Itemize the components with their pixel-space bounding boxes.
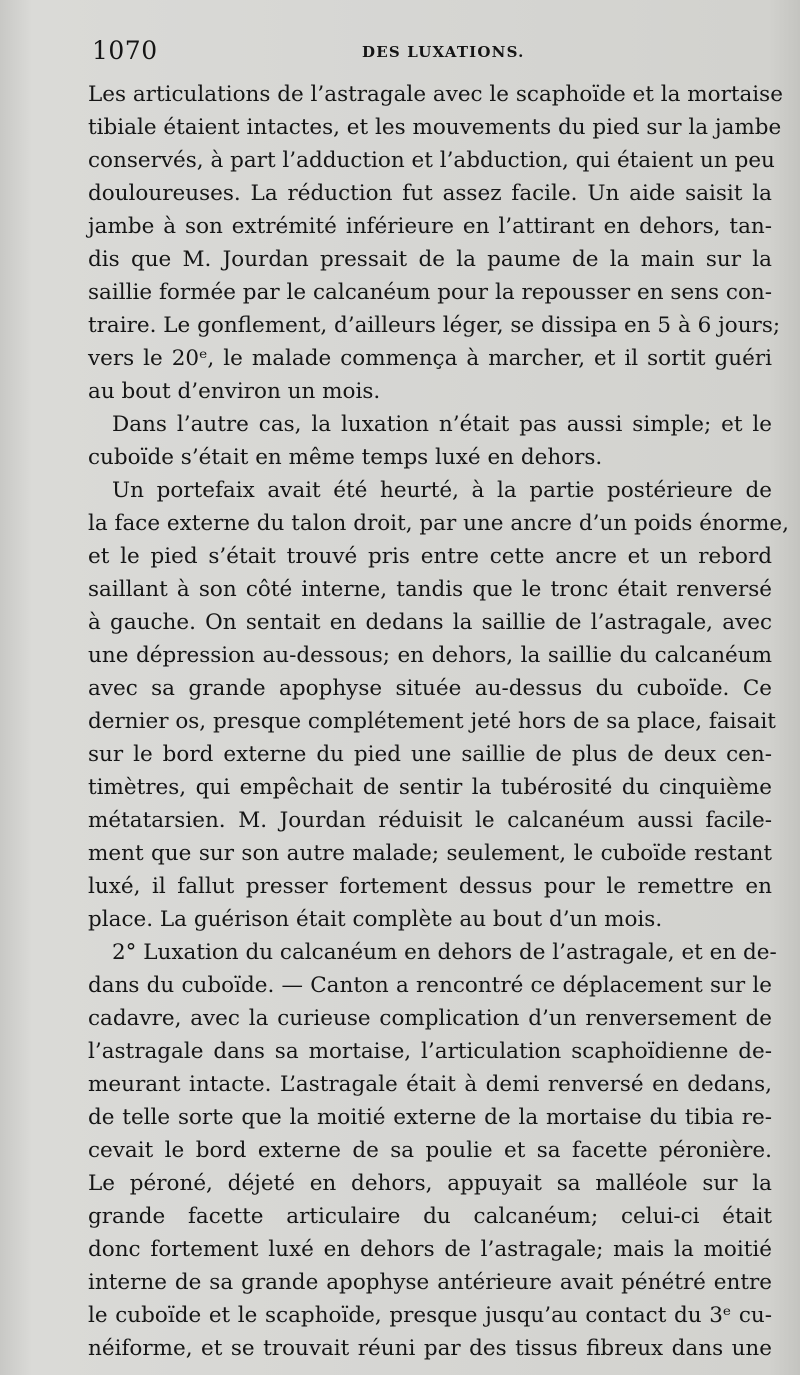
text-line: cuboïde s’était en même temps luxé en dehors. — [88, 445, 603, 470]
text-line: saillant à son côté interne, tandis que le tronc était renversé — [88, 577, 772, 602]
text-line: 2° Luxation du calcanéum en dehors de l’astragale, et en de- — [112, 940, 777, 965]
text-line: avec sa grande apophyse située au-dessus du cuboïde. Ce — [88, 676, 772, 701]
text-line: interne de sa grande apophyse antérieure avait pénétré entre — [88, 1270, 772, 1295]
text-line: de telle sorte que la moitié externe de la mortaise du tibia re- — [88, 1105, 772, 1130]
text-line: place. La guérison était complète au bout d’un mois. — [88, 907, 663, 932]
text-line: à gauche. On sentait en dedans la saillie de l’astragale, avec — [88, 610, 772, 635]
text-line: Dans l’autre cas, la luxation n’était pas aussi simple; et le — [112, 412, 772, 437]
page-number: 1070 — [92, 36, 158, 65]
text-line: l’astragale dans sa mortaise, l’articulation scaphoïdienne de- — [88, 1039, 772, 1064]
text-line: Le péroné, déjeté en dehors, appuyait sa malléole sur la — [88, 1171, 772, 1196]
text-line: Les articulations de l’astragale avec le scaphoïde et la mortaise — [88, 82, 783, 107]
text-line: dis que M. Jourdan pressait de la paume de la main sur la — [88, 247, 772, 272]
text-line: dernier os, presque complétement jeté hors de sa place, faisait — [88, 709, 776, 734]
page-header — [92, 34, 772, 74]
text-line: au bout d’environ un mois. — [88, 379, 381, 404]
text-line: sur le bord externe du pied une saillie de plus de deux cen- — [88, 742, 772, 767]
running-head: DES LUXATIONS. — [362, 43, 525, 61]
body-text — [88, 78, 789, 1365]
text-line: jambe à son extrémité inférieure en l’attirant en dehors, tan- — [88, 214, 772, 239]
text-line: vers le 20ᵉ, le malade commença à marcher, et il sortit guéri — [88, 346, 772, 371]
text-line: tibiale étaient intactes, et les mouvements du pied sur la jambe — [88, 115, 782, 140]
text-line: luxé, il fallut presser fortement dessus pour le remettre en — [88, 874, 772, 899]
text-line: cevait le bord externe de sa poulie et sa facette péronière. — [88, 1138, 772, 1163]
text-line: ment que sur son autre malade; seulement, le cuboïde restant — [88, 841, 772, 866]
text-line: cadavre, avec la curieuse complication d’un renversement de — [88, 1006, 772, 1031]
text-line: donc fortement luxé en dehors de l’astragale; mais la moitié — [88, 1237, 772, 1262]
text-line: métatarsien. M. Jourdan réduisit le calcanéum aussi facile- — [88, 808, 772, 833]
text-line: grande facette articulaire du calcanéum; celui-ci était — [88, 1204, 772, 1229]
text-line: dans du cuboïde. — Canton a rencontré ce déplacement sur le — [88, 973, 772, 998]
text-line: conservés, à part l’adduction et l’abduction, qui étaient un peu — [88, 148, 775, 173]
text-line: douloureuses. La réduction fut assez facile. Un aide saisit la — [88, 181, 772, 206]
text-line: Un portefaix avait été heurté, à la partie postérieure de — [112, 478, 772, 503]
text-line: néiforme, et se trouvait réuni par des tissus fibreux dans une — [88, 1336, 772, 1361]
text-line: meurant intacte. L’astragale était à demi renversé en dedans, — [88, 1072, 772, 1097]
text-line: le cuboïde et le scaphoïde, presque jusqu’au contact du 3ᵉ cu- — [88, 1303, 772, 1328]
text-line: et le pied s’était trouvé pris entre cette ancre et un rebord — [88, 544, 772, 569]
text-line: la face externe du talon droit, par une ancre d’un poids énorme, — [88, 511, 789, 536]
text-line: une dépression au-dessous; en dehors, la saillie du calcanéum — [88, 643, 772, 668]
text-line: timètres, qui empêchait de sentir la tubérosité du cinquième — [88, 775, 772, 800]
text-line: traire. Le gonflement, d’ailleurs léger, se dissipa en 5 à 6 jours; — [88, 313, 781, 338]
text-line: saillie formée par le calcanéum pour la repousser en sens con- — [88, 280, 772, 305]
